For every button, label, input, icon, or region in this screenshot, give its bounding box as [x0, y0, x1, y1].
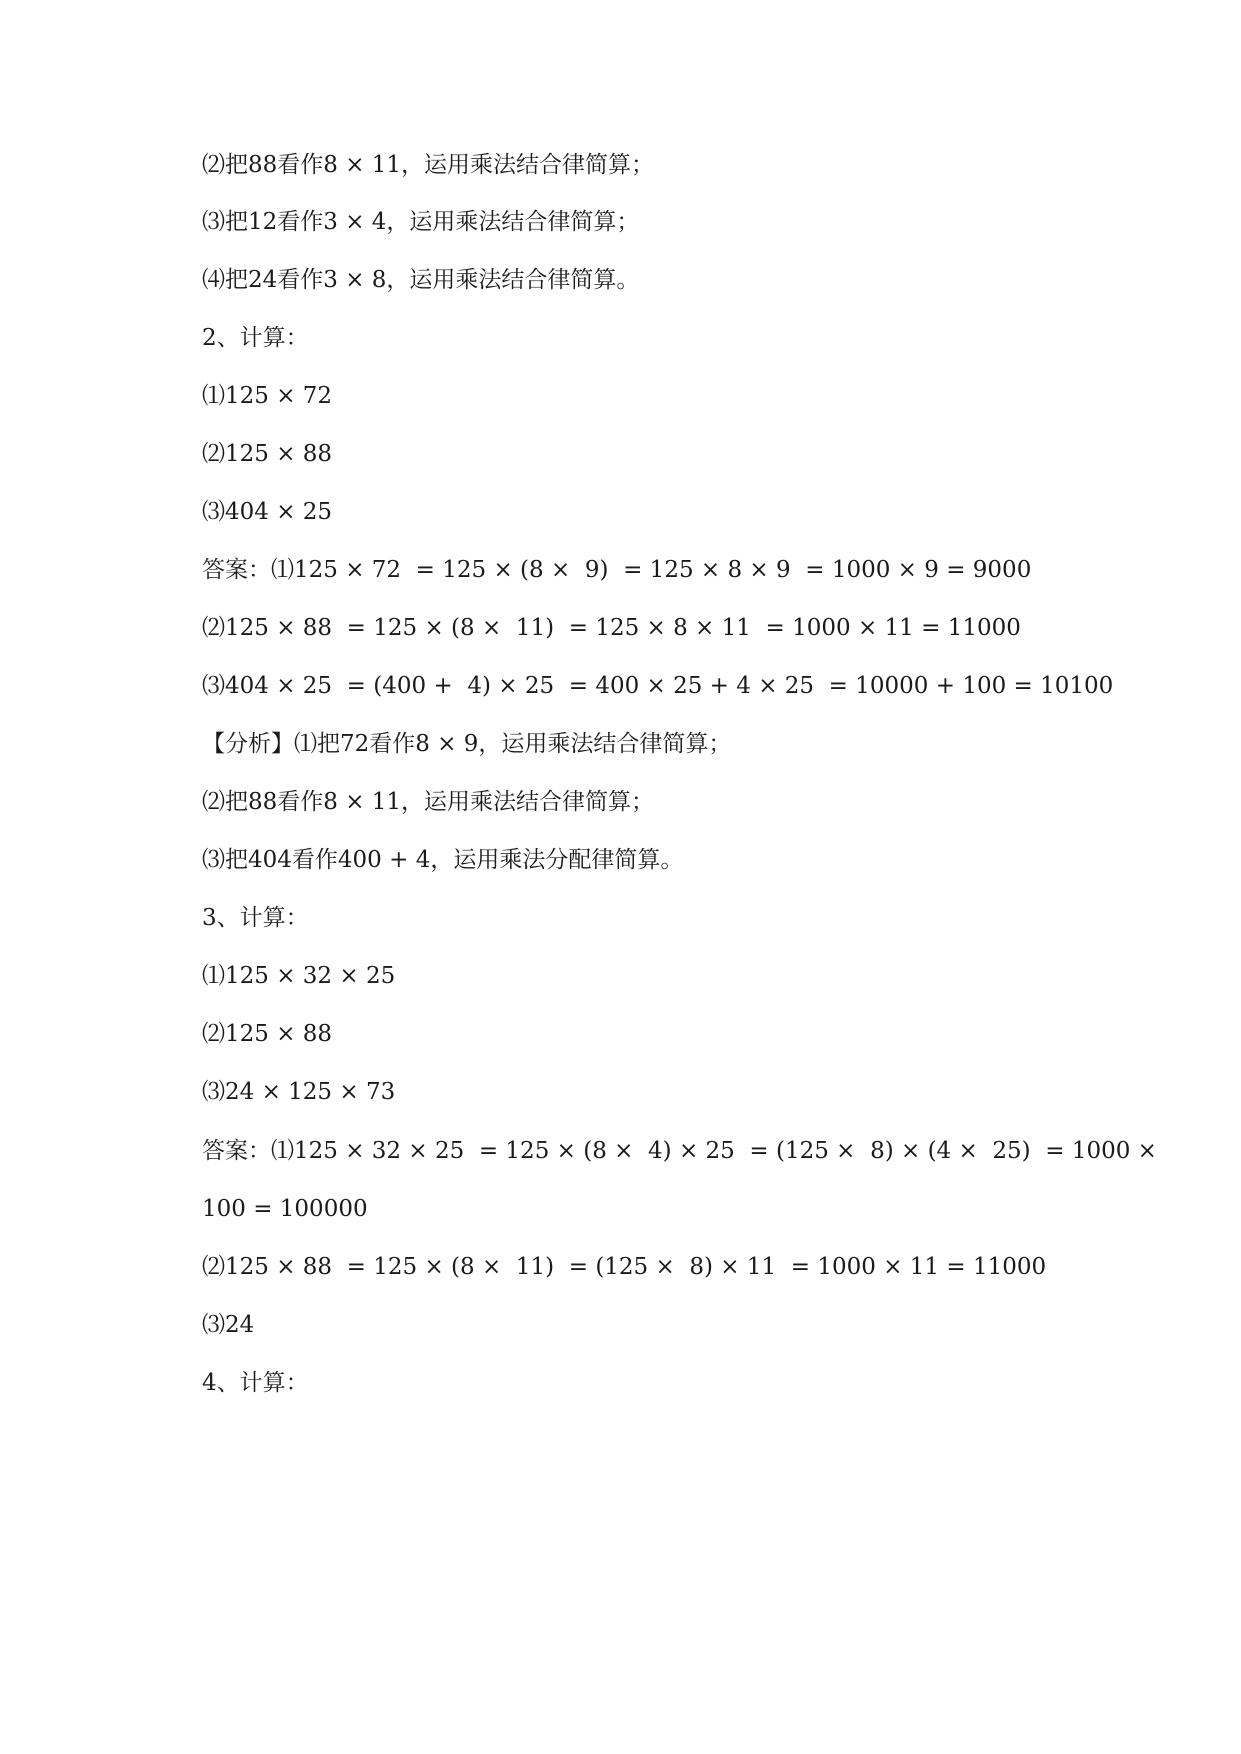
problem-line: ⑴125 × 72 — [202, 383, 333, 409]
problem-line: ⑴125 × 32 × 25 — [202, 963, 396, 989]
problem-line: ⑵125 × 88 — [202, 441, 333, 467]
problem-line: ⑶404 × 25 — [202, 499, 333, 525]
problem-line: ⑵125 × 88 — [202, 1021, 333, 1047]
section-heading: 3、计算： — [202, 905, 309, 931]
answer-line: 答案：⑴125 × 32 × 25 = 125 × (8 × 4) × 25 = (125 × 8) × (4 × 25) = 1000 × — [202, 1138, 1157, 1164]
answer-line: 答案：⑴125 × 72 = 125 × (8 × 9) = 125 × 8 × 9 = 1000 × 9 = 9000 — [202, 557, 1032, 583]
section-heading: 4、计算： — [202, 1370, 309, 1396]
text-line: ⑶把12看作3 × 4，运用乘法结合律简算； — [202, 209, 640, 235]
answer-line: ⑶404 × 25 = (400 + 4) × 25 = 400 × 25 + 4 × 25 = 10000 + 100 = 10100 — [202, 673, 1114, 699]
analysis-line: ⑶把404看作400 + 4，运用乘法分配律简算。 — [202, 847, 684, 873]
problem-line: ⑶24 × 125 × 73 — [202, 1079, 396, 1105]
answer-line: ⑵125 × 88 = 125 × (8 × 11) = (125 × 8) × 11 = 1000 × 11 = 11000 — [202, 1254, 1047, 1280]
text-line: ⑵把88看作8 × 11，运用乘法结合律简算； — [202, 152, 655, 178]
answer-line: 100 = 100000 — [202, 1196, 368, 1222]
answer-line: ⑵125 × 88 = 125 × (8 × 11) = 125 × 8 × 11 = 1000 × 11 = 11000 — [202, 615, 1021, 641]
answer-line: ⑶24 — [202, 1312, 255, 1338]
analysis-line: 【分析】⑴把72看作8 × 9，运用乘法结合律简算； — [202, 731, 732, 757]
text-line: ⑷把24看作3 × 8，运用乘法结合律简算。 — [202, 267, 640, 293]
section-heading: 2、计算： — [202, 325, 309, 351]
analysis-line: ⑵把88看作8 × 11，运用乘法结合律简算； — [202, 789, 655, 815]
